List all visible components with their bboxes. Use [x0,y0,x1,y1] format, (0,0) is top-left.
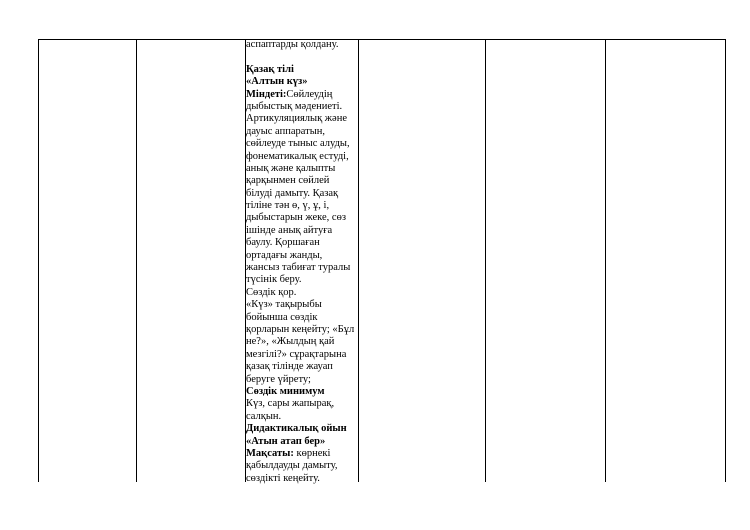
text-line: Күз, сары жапырақ, [246,398,335,410]
text-run: Сөйлеудің [286,88,333,100]
text-line [246,51,359,63]
text-line: Дидактикалық ойын [246,423,347,435]
text-line: фонематикалық естуді, [246,150,349,162]
text-run: көрнекі [293,447,331,459]
text-line [246,448,359,460]
text-line: Сөздік қор. [246,286,297,298]
text-line: сөздікті кеңейту. [246,472,320,484]
text-line: қорларын кеңейту; «Бұл [246,323,355,335]
text-line: түсінік беру. [246,274,302,286]
text-line: ішінде анық айтуға [246,224,333,236]
table-column-border [605,39,606,482]
text-line: мезгілі?» сұрақтарына [246,348,347,360]
text-line: дыбыстарын жеке, сөз [246,212,346,224]
table-top-border [38,39,725,40]
text-line: Артикуляциялық және [246,113,347,125]
text-line: қабылдауды дамыту, [246,460,338,472]
text-line: дыбыстық мәдениеті. [246,100,343,112]
lesson-content-cell [246,39,359,485]
text-line: қазақ тілінде жауап [246,361,333,373]
table-column-border [38,39,39,482]
text-line: анық және қалыпты [246,162,336,174]
text-line: «Алтын күз» [246,76,308,88]
bold-text: Мақсаты: [246,447,294,459]
text-line: «Атын атап бер» [246,435,326,447]
text-line: ортадағы жанды, [246,249,323,261]
text-line: беруге үйрету; [246,373,311,385]
text-line: Сөздік минимум [246,385,325,397]
text-line: сөйлеуде тыныс алуды, [246,138,350,150]
text-line: қарқынмен сөйлей [246,175,330,187]
text-line: дауыс аппаратын, [246,125,326,137]
text-line: салқын. [246,410,282,422]
table-column-border [725,39,726,482]
text-line: Қазақ тілі [246,63,294,75]
text-line: білуді дамыту. Қазақ [246,187,339,199]
text-line: не?», «Жылдың қай [246,336,335,348]
text-line [246,89,359,101]
text-line: баулу. Қоршаған [246,237,320,249]
table-column-border [136,39,137,482]
text-line: тіліне тән ө, ү, ұ, і, [246,200,330,212]
text-line: «Күз» тақырыбы [246,299,322,311]
text-line: жансыз табиғат туралы [246,262,351,274]
bold-text: Міндеті: [246,88,287,100]
text-line: бойынша сөздік [246,311,318,323]
text-line: аспаптарды қолдану. [246,39,339,50]
table-column-border [485,39,486,482]
